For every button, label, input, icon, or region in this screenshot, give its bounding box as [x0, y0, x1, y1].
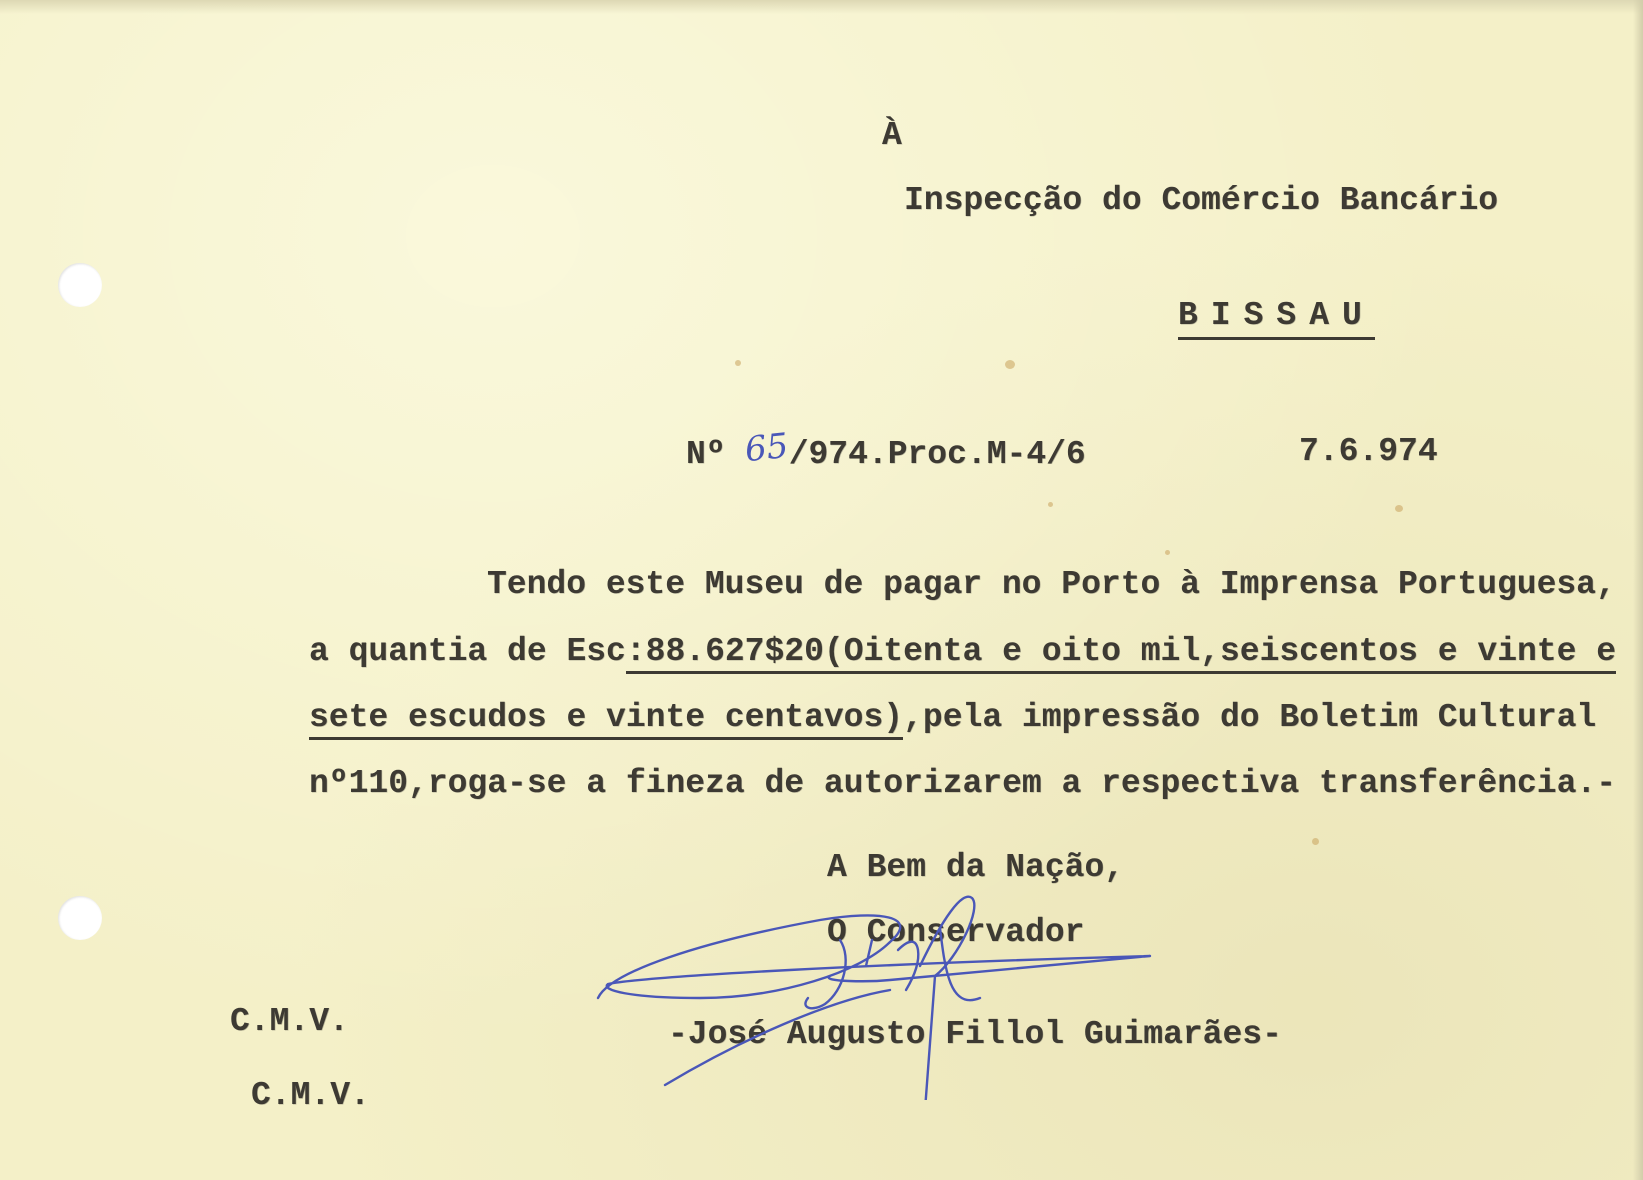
paper-speck	[1005, 360, 1015, 369]
body-line	[309, 632, 1616, 672]
addressee: Inspecção do Comércio Bancário	[904, 182, 1499, 219]
paper-speck	[735, 360, 741, 366]
handwritten-signature	[590, 880, 1170, 1100]
amount-underlined: :88.627$20(Oitenta e oito mil,seiscentos e vinte e	[626, 633, 1616, 674]
paper-speck	[1395, 505, 1403, 512]
punch-hole-bottom	[58, 896, 102, 940]
closing: A Bem da Nação,	[827, 849, 1125, 886]
date: 7.6.974	[1299, 433, 1438, 470]
body-text: ,pela impressão do Boletim Cultural	[903, 699, 1597, 736]
amount-words-underlined: sete escudos e vinte centavos)	[309, 699, 903, 740]
paper-speck	[1312, 838, 1319, 845]
city: BISSAU	[1178, 296, 1375, 340]
cc-line: C.M.V.	[230, 1003, 349, 1040]
addressee-prefix: À	[882, 117, 902, 154]
body-line	[309, 698, 1596, 738]
body-line: nº110,roga-se a fineza de autorizarem a respectiva transferência.-	[309, 765, 1617, 802]
handwritten-number: 65	[743, 425, 791, 471]
paper-speck	[1048, 502, 1053, 507]
reference-number	[686, 425, 1086, 475]
signatory-title: O Conservador	[827, 914, 1085, 951]
paper-speck	[1165, 550, 1170, 555]
body-line: Tendo este Museu de pagar no Porto à Imprensa Portuguesa,	[487, 566, 1616, 603]
punch-hole-top	[58, 263, 102, 307]
cc-line: C.M.V.	[251, 1077, 370, 1114]
reference-prefix: Nº	[686, 436, 746, 473]
body-text: a quantia de Esc	[309, 633, 626, 670]
reference-suffix: /974.Proc.M-4/6	[788, 436, 1086, 473]
signatory-name: -José Augusto Fillol Guimarães-	[668, 1016, 1282, 1053]
